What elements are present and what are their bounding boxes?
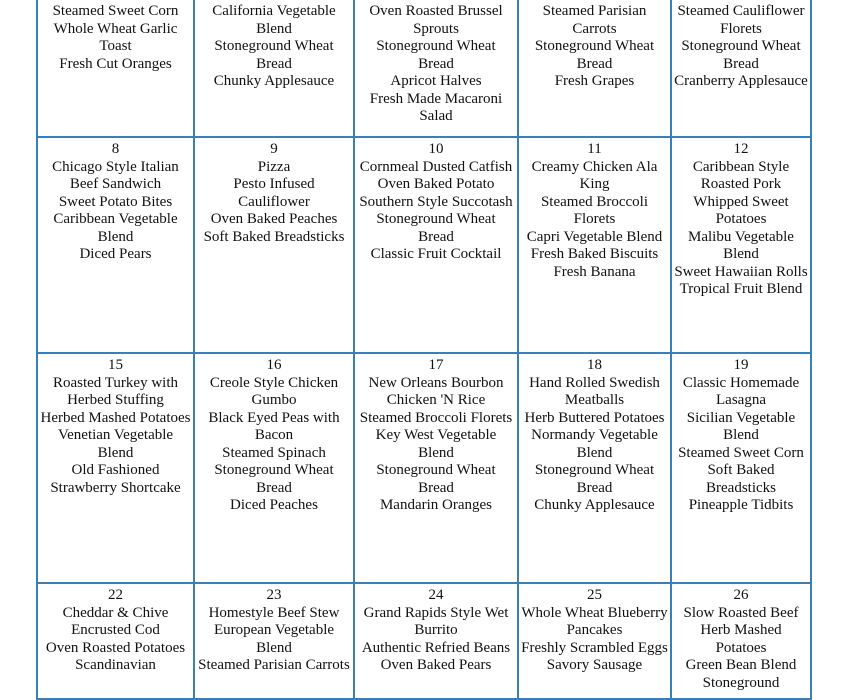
menu-item: Herb Buttered Potatoes bbox=[524, 409, 665, 426]
day-cell bbox=[355, 0, 519, 138]
menu-item: Whole Wheat Blueberry Pancakes bbox=[521, 604, 668, 638]
menu-item: Pineapple Tidbits bbox=[688, 497, 794, 513]
menu-item: Stoneground Wheat Bread bbox=[214, 38, 334, 72]
menu-item: Fresh Baked Biscuits bbox=[530, 246, 659, 262]
menu-item: Stoneground Wheat Bread bbox=[376, 462, 496, 496]
day-cell bbox=[355, 354, 519, 584]
day-number: 11 bbox=[587, 141, 602, 157]
menu-item: Diced Peaches bbox=[230, 497, 318, 513]
menu-item: Homestyle Beef Stew bbox=[208, 604, 340, 621]
menu-item: Oven Roasted Brussel Sprouts bbox=[369, 3, 503, 37]
menu-item: Oven Baked Peaches bbox=[210, 211, 338, 227]
day-cell bbox=[38, 138, 195, 354]
day-cell bbox=[519, 0, 672, 138]
day-cell bbox=[38, 584, 195, 700]
day-number: 19 bbox=[733, 357, 749, 373]
menu-item: Freshly Scrambled Eggs bbox=[521, 639, 668, 656]
menu-item: Cranberry Applesauce bbox=[674, 73, 808, 89]
menu-item: Grand Rapids Style Wet Burrito bbox=[363, 604, 509, 638]
menu-item: Pizza bbox=[257, 158, 291, 175]
day-number: 26 bbox=[733, 587, 749, 603]
menu-item: Creamy Chicken Ala King bbox=[531, 158, 658, 192]
menu-item: Apricot Halves bbox=[390, 73, 482, 89]
menu-item: Soft Baked Breadsticks bbox=[706, 462, 776, 496]
menu-item: Black Eyed Peas with Bacon bbox=[208, 409, 340, 443]
menu-item: Steamed Parisian Carrots bbox=[542, 3, 647, 37]
day-cell bbox=[38, 0, 195, 138]
menu-item: Herbed Mashed Potatoes bbox=[40, 409, 191, 426]
menu-item: Classic Homemade Lasagna bbox=[682, 374, 800, 408]
menu-item: Southern Style Succotash bbox=[359, 193, 513, 210]
menu-item: Stoneground Wheat Bread bbox=[214, 462, 334, 496]
menu-item: Diced Pears bbox=[79, 246, 152, 262]
day-cell bbox=[672, 138, 812, 354]
day-cell bbox=[355, 584, 519, 700]
day-number: 8 bbox=[111, 141, 120, 157]
menu-item: Oven Baked Potato bbox=[377, 176, 495, 192]
menu-item: Stoneground Wheat Bread bbox=[534, 462, 655, 496]
menu-item: European Vegetable Blend bbox=[213, 622, 335, 656]
day-number: 10 bbox=[428, 141, 444, 157]
menu-item: Fresh Grapes bbox=[554, 73, 635, 89]
menu-item: Steamed Broccoli Florets bbox=[540, 193, 649, 227]
day-number: 9 bbox=[270, 141, 278, 157]
menu-item: Whole Wheat Garlic Toast bbox=[53, 20, 178, 54]
menu-item: Stoneground Wheat Bread bbox=[376, 38, 496, 72]
day-cell bbox=[519, 584, 672, 700]
menu-item: Steamed Cauliflower Florets bbox=[677, 3, 805, 37]
menu-item: Caribbean Vegetable Blend bbox=[53, 211, 178, 245]
menu-item: Chicago Style Italian Beef Sandwich bbox=[52, 158, 179, 192]
day-cell bbox=[355, 138, 519, 354]
menu-item: Creole Style Chicken Gumbo bbox=[209, 374, 339, 408]
menu-item: Stoneground Wheat Bread bbox=[681, 38, 801, 72]
menu-item: Sicilian Vegetable Blend bbox=[686, 409, 796, 443]
menu-item: Capri Vegetable Blend bbox=[526, 228, 663, 245]
menu-item: California Vegetable Blend bbox=[212, 3, 336, 37]
day-cell bbox=[519, 138, 672, 354]
menu-item: Sweet Hawaiian Rolls bbox=[674, 263, 808, 280]
menu-item: Stoneground Wheat Bread bbox=[534, 38, 655, 72]
menu-item: Mandarin Oranges bbox=[379, 497, 493, 513]
menu-item: Sweet Potato Bites bbox=[58, 193, 173, 210]
menu-item: Herb Mashed Potatoes bbox=[700, 622, 782, 656]
menu-calendar-grid bbox=[36, 0, 812, 700]
day-cell bbox=[672, 584, 812, 700]
day-cell bbox=[195, 138, 355, 354]
menu-item: Scandinavian bbox=[75, 657, 156, 673]
menu-item: Caribbean Style Roasted Pork bbox=[692, 158, 790, 192]
menu-item: Cheddar & Chive Encrusted Cod bbox=[62, 604, 169, 638]
day-number: 18 bbox=[587, 357, 602, 373]
day-number: 25 bbox=[587, 587, 602, 603]
day-number: 15 bbox=[108, 357, 123, 373]
menu-item: Fresh Cut Oranges bbox=[59, 55, 172, 72]
day-number: 16 bbox=[266, 357, 282, 373]
menu-item: Chunky Applesauce bbox=[213, 73, 335, 89]
menu-item: Stoneground Wheat Bread bbox=[376, 211, 496, 245]
day-cell bbox=[38, 354, 195, 584]
day-cell bbox=[519, 354, 672, 584]
menu-item: Classic Fruit Cocktail bbox=[370, 246, 502, 262]
day-number: 24 bbox=[428, 587, 444, 603]
day-cell bbox=[195, 584, 355, 700]
day-number: 17 bbox=[428, 357, 444, 373]
menu-item: Whipped Sweet Potatoes bbox=[693, 193, 789, 227]
menu-item: Steamed Sweet Corn bbox=[678, 444, 804, 461]
menu-item: Tropical Fruit Blend bbox=[679, 281, 803, 297]
day-number: 22 bbox=[108, 587, 123, 603]
menu-item: Steamed Sweet Corn bbox=[52, 3, 179, 19]
menu-item: Old Fashioned Strawberry Shortcake bbox=[50, 462, 181, 496]
menu-item: Pesto Infused Cauliflower bbox=[233, 176, 315, 210]
menu-item: Malibu Vegetable Blend bbox=[688, 228, 794, 262]
menu-item: Soft Baked Breadsticks bbox=[203, 228, 345, 245]
menu-item: Venetian Vegetable Blend bbox=[57, 427, 174, 461]
menu-item: Key West Vegetable Blend bbox=[375, 427, 497, 461]
menu-item: Oven Baked Pears bbox=[380, 657, 492, 673]
menu-item: Steamed Parisian Carrots bbox=[198, 657, 350, 673]
menu-item: Normandy Vegetable Blend bbox=[531, 427, 658, 461]
menu-item: Slow Roasted Beef bbox=[683, 604, 799, 621]
menu-item: Savory Sausage bbox=[546, 657, 643, 673]
menu-item: Chunky Applesauce bbox=[534, 497, 655, 513]
menu-item: Authentic Refried Beans bbox=[361, 639, 511, 656]
menu-item: Steamed Broccoli Florets bbox=[359, 409, 513, 426]
day-cell bbox=[195, 0, 355, 138]
menu-item: Steamed Spinach bbox=[222, 444, 326, 461]
day-number: 12 bbox=[733, 141, 749, 157]
day-cell bbox=[195, 354, 355, 584]
menu-item: Cornmeal Dusted Catfish bbox=[359, 158, 513, 175]
menu-item: Green Bean Blend bbox=[685, 657, 797, 673]
day-number: 23 bbox=[266, 587, 282, 603]
menu-item: New Orleans Bourbon Chicken 'N Rice bbox=[368, 374, 504, 408]
menu-item: Fresh Banana bbox=[553, 263, 636, 280]
day-cell bbox=[672, 0, 812, 138]
menu-item: Fresh Made Macaroni Salad bbox=[369, 90, 503, 124]
menu-item: Stoneground bbox=[702, 674, 780, 691]
menu-item: Hand Rolled Swedish Meatballs bbox=[529, 374, 660, 408]
day-cell bbox=[672, 354, 812, 584]
menu-item: Roasted Turkey with Herbed Stuffing bbox=[52, 374, 178, 408]
menu-item: Oven Roasted Potatoes bbox=[45, 639, 186, 656]
